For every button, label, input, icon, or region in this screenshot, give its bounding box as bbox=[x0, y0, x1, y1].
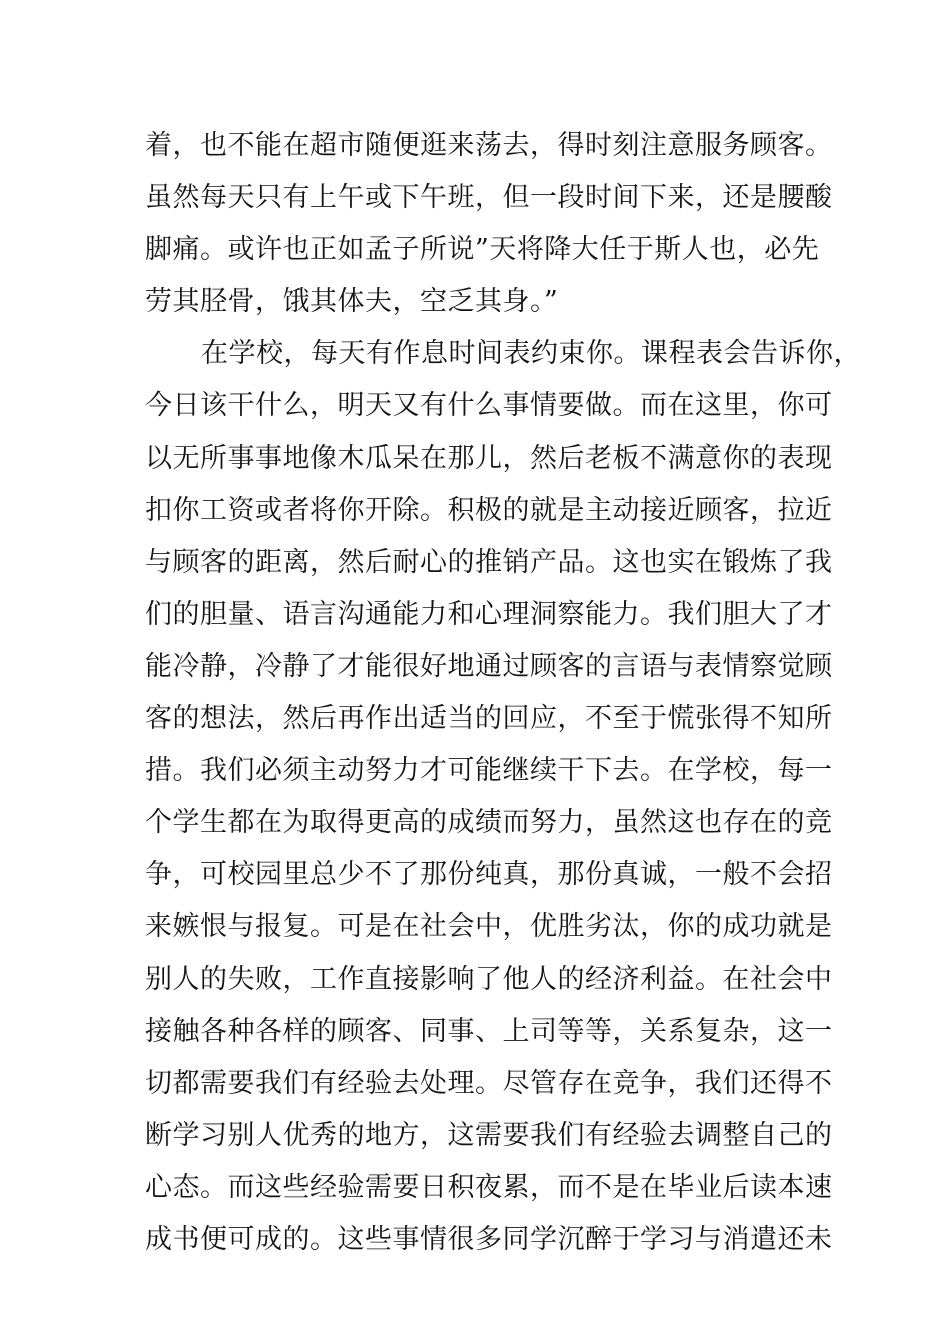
text-line: 虽然每天只有上午或下午班，但一段时间下来，还是腰酸 bbox=[145, 182, 833, 214]
text-line: 能冷静，冷静了才能很好地通过顾客的言语与表情察觉顾 bbox=[145, 650, 833, 682]
text-line: 以无所事事地像木瓜呆在那儿，然后老板不满意你的表现 bbox=[145, 442, 833, 474]
text-line: 扣你工资或者将你开除。积极的就是主动接近顾客，拉近 bbox=[145, 494, 833, 526]
text-line: 来嫉恨与报复。可是在社会中，优胜劣汰，你的成功就是 bbox=[145, 911, 833, 943]
text-line: 别人的失败，工作直接影响了他人的经济利益。在社会中 bbox=[145, 963, 833, 995]
text-line: 与顾客的距离，然后耐心的推销产品。这也实在锻炼了我 bbox=[145, 546, 833, 578]
text-line: 个学生都在为取得更高的成绩而努力，虽然这也存在的竞 bbox=[145, 807, 833, 839]
text-line: 措。我们必须主动努力才可能继续干下去。在学校，每一 bbox=[145, 755, 833, 787]
text-line: 们的胆量、语言沟通能力和心理洞察能力。我们胆大了才 bbox=[145, 598, 833, 630]
text-line: 着，也不能在超市随便逛来荡去，得时刻注意服务顾客。 bbox=[145, 130, 833, 161]
text-line: 争，可校园里总少不了那份纯真，那份真诚，一般不会招 bbox=[145, 859, 833, 891]
paragraph-1 bbox=[145, 120, 833, 328]
text-line: 心态。而这些经验需要日积夜累，而不是在毕业后读本速 bbox=[145, 1171, 833, 1203]
text-line: 客的想法，然后再作出适当的回应，不至于慌张得不知所 bbox=[145, 703, 833, 735]
paragraph-2 bbox=[145, 328, 861, 1266]
text-line: 脚痛。或许也正如孟子所说”天将降大任于斯人也，必先 bbox=[145, 234, 820, 266]
text-line: 劳其胫骨，饿其体夫，空乏其身。” bbox=[145, 286, 559, 318]
body-text bbox=[145, 120, 861, 1266]
text-line: 成书便可成的。这些事情很多同学沉醉于学习与消遣还未 bbox=[145, 1223, 833, 1255]
text-line: 断学习别人优秀的地方，这需要我们有经验去调整自己的 bbox=[145, 1119, 833, 1151]
text-line: 切都需要我们有经验去处理。尽管存在竞争，我们还得不 bbox=[145, 1067, 833, 1099]
text-line: 接触各种各样的顾客、同事、上司等等，关系复杂，这一 bbox=[145, 1015, 833, 1047]
text-line: 今日该干什么，明天又有什么事情要做。而在这里，你可 bbox=[145, 390, 833, 422]
text-line: 在学校，每天有作息时间表约束你。课程表会告诉你， bbox=[201, 338, 861, 370]
